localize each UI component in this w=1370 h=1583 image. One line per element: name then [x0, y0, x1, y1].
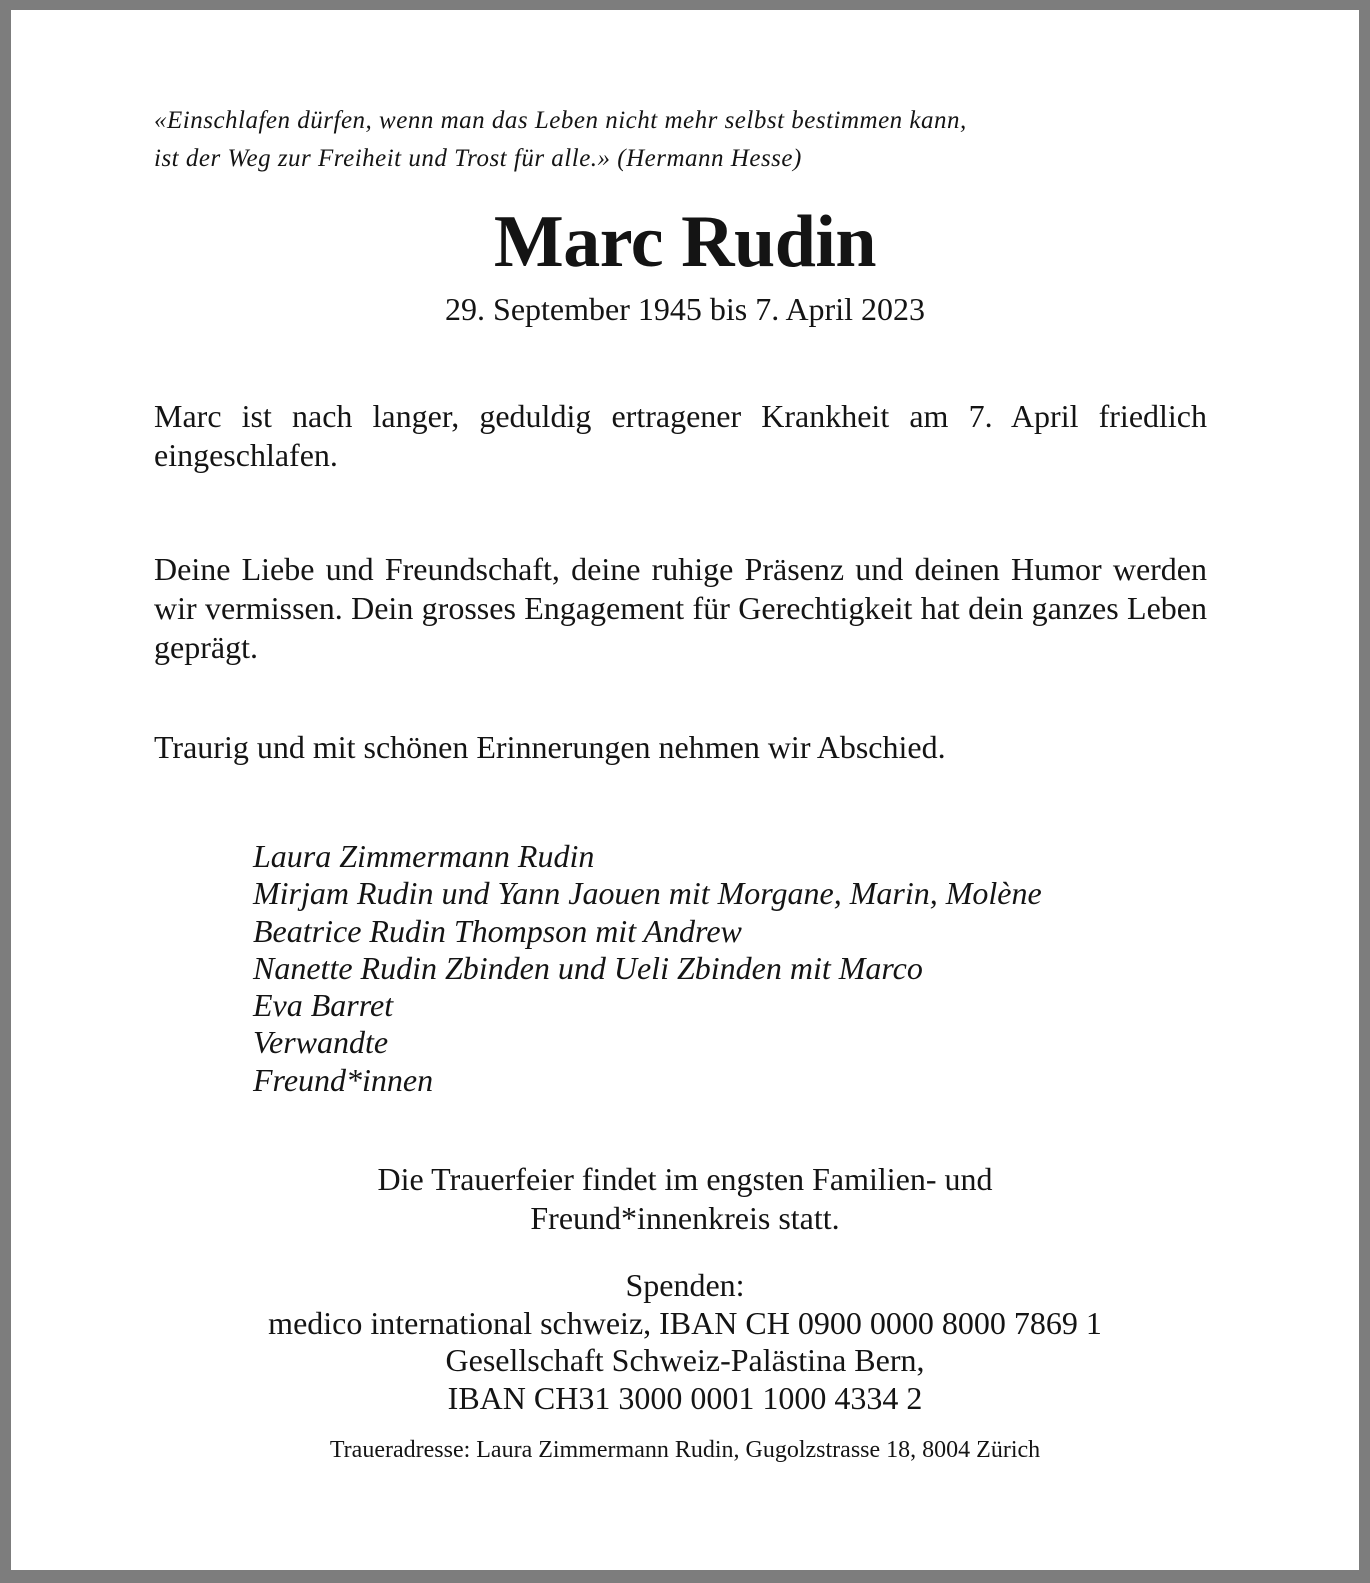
- donation-line-2: Gesellschaft Schweiz-Palästina Bern,: [445, 1342, 925, 1378]
- ceremony-notice: [11, 1160, 1359, 1238]
- ceremony-line-2: Freund*innenkreis statt.: [530, 1200, 840, 1236]
- ceremony-line-1: Die Trauerfeier findet im engsten Familien- und: [377, 1161, 993, 1197]
- donations-block: [11, 1267, 1359, 1417]
- mourning-address: Traueradresse: Laura Zimmermann Rudin, Gugolzstrasse 18, 8004 Zürich: [329, 1437, 1041, 1463]
- mourner-item: Eva Barret: [253, 987, 394, 1024]
- mourner-item: Verwandte: [253, 1024, 389, 1061]
- deceased-name: Marc Rudin: [493, 201, 877, 283]
- mourner-item: Beatrice Rudin Thompson mit Andrew: [253, 912, 742, 949]
- mourners-list: [253, 838, 1253, 1099]
- mourner-item: Nanette Rudin Zbinden und Ueli Zbinden mit Marco: [253, 949, 923, 986]
- donations-heading: Spenden:: [625, 1267, 745, 1303]
- donation-line-3: IBAN CH31 3000 0001 1000 4334 2: [447, 1379, 923, 1416]
- mourner-item: Freund*innen: [253, 1061, 434, 1098]
- donation-line-1: medico international schweiz, IBAN CH 0900 0000 8000 7869 1: [268, 1304, 1102, 1341]
- mourner-item: Mirjam Rudin und Yann Jaouen mit Morgane, Marin, Molène: [253, 875, 1042, 912]
- obituary-page: [11, 10, 1359, 1570]
- quote-block: [154, 102, 1254, 178]
- quote-line-1: «Einschlafen dürfen, wenn man das Leben nicht mehr selbst bestimmen kann,: [154, 107, 967, 134]
- paragraph-tribute: Deine Liebe und Freundschaft, deine ruhige Präsenz und deinen Humor werden wir vermissen. Dein grosses Engagement für Gerechtigkeit hat dein ganzes Leben geprägt.: [154, 551, 1207, 665]
- life-dates: 29. September 1945 bis 7. April 2023: [445, 291, 925, 327]
- quote-line-2: ist der Weg zur Freiheit und Trost für alle.» (Hermann Hesse): [154, 145, 802, 172]
- paragraph-passing: Marc ist nach langer, geduldig ertragener Krankheit am 7. April friedlich eingeschlafen.: [154, 398, 1207, 473]
- paragraph-farewell: Traurig und mit schönen Erinnerungen nehmen wir Abschied.: [154, 729, 946, 765]
- mourner-item: Laura Zimmermann Rudin: [253, 838, 595, 874]
